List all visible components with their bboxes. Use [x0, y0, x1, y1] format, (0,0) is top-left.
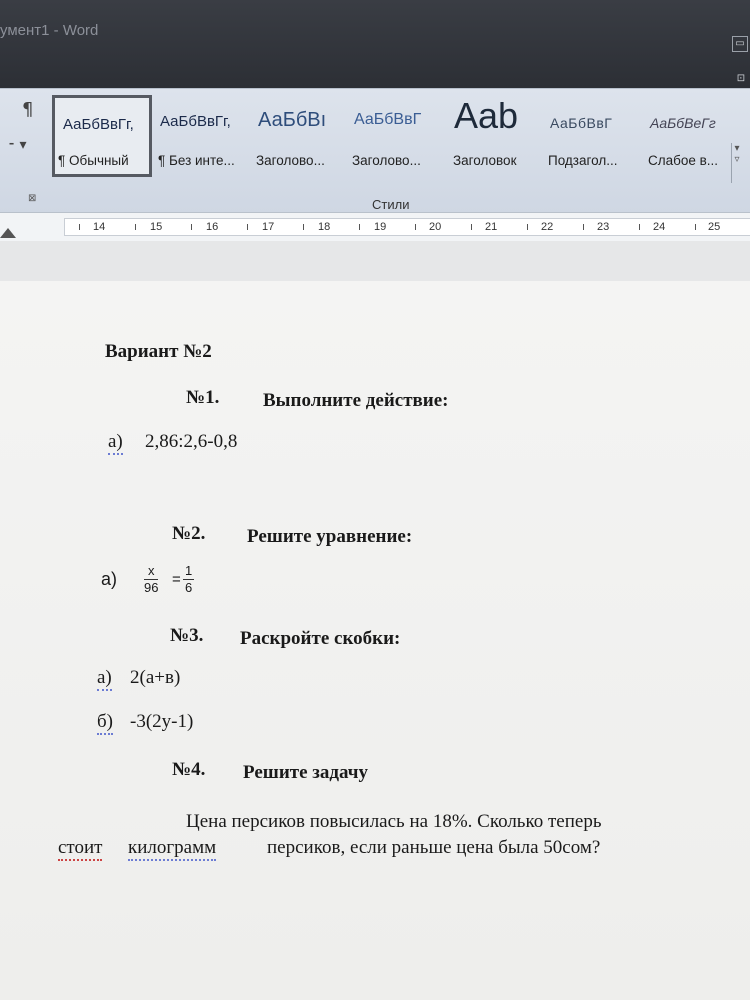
ruler-number: 23 — [597, 221, 610, 233]
style-subtitle[interactable] — [542, 95, 642, 177]
ruler-number: 15 — [150, 221, 163, 233]
ruler-number: 17 — [262, 221, 275, 233]
ruler-number: 14 — [93, 221, 106, 233]
fraction-1-over-6 — [183, 563, 194, 596]
task3-number: №3. — [170, 625, 204, 646]
document-margin-area — [0, 241, 750, 281]
ruler-tick — [415, 224, 416, 230]
style-name: Заголово... — [352, 153, 421, 168]
ruler-number: 24 — [653, 221, 666, 233]
ruler-tick — [303, 224, 304, 230]
window-title: умент1 - Word — [0, 22, 99, 39]
task3-item-b-expression: -3(2у-1) — [130, 711, 194, 732]
task1-title: Выполните действие: — [263, 390, 449, 411]
style-name: Заголово... — [256, 153, 325, 168]
ruler-tick — [135, 224, 136, 230]
ruler-number: 20 — [429, 221, 442, 233]
ribbon — [0, 88, 750, 213]
styles-group-label: Стили — [372, 197, 410, 212]
task4-number: №4. — [172, 759, 206, 780]
ruler-tick — [639, 224, 640, 230]
style-normal[interactable] — [52, 95, 152, 177]
style-sample: АаБбВвГг, — [160, 113, 231, 130]
fraction-numerator: 1 — [185, 563, 193, 578]
styles-gallery — [52, 95, 742, 181]
ruler-tick — [471, 224, 472, 230]
restore-icon[interactable]: ▭ — [732, 36, 748, 52]
ruler-tick — [79, 224, 80, 230]
fraction-denominator: 96 — [144, 580, 159, 595]
task1-item-label: а) — [108, 431, 123, 455]
style-name: ¶ Без инте... — [158, 153, 235, 168]
task4-word-kilogramm: килограмм — [128, 837, 216, 861]
variant-title: Вариант №2 — [105, 341, 212, 362]
ruler-number: 19 — [374, 221, 387, 233]
style-sample: АаБбВеГг — [650, 115, 716, 131]
ruler-tick — [247, 224, 248, 230]
ruler-tick — [695, 224, 696, 230]
task3-item-a-expression: 2(а+в) — [130, 667, 181, 688]
ruler-number: 25 — [708, 221, 721, 233]
task3-item-a-label: а) — [97, 667, 112, 691]
show-formatting-button[interactable]: ¶ — [22, 99, 34, 120]
ruler-tick — [583, 224, 584, 230]
style-name: Подзагол... — [548, 153, 618, 168]
equals-sign: = — [172, 571, 181, 588]
gallery-scroll-down-icon[interactable]: ▾ ▿ — [731, 143, 742, 183]
fraction-x-over-96 — [144, 563, 158, 596]
task3-item-b-label: б) — [97, 711, 113, 735]
ruler-tick — [191, 224, 192, 230]
paragraph-dropdown-icon[interactable]: ⁃ ▾ — [8, 137, 27, 153]
ruler-number: 16 — [206, 221, 219, 233]
ruler-number: 18 — [318, 221, 331, 233]
task3-title: Раскройте скобки: — [240, 628, 401, 649]
style-sample: АаБбВвГг, — [63, 116, 134, 133]
style-name: Заголовок — [453, 153, 517, 168]
task2-title: Решите уравнение: — [247, 526, 413, 547]
ruler-track — [64, 218, 750, 236]
title-bar — [0, 0, 750, 88]
ruler-number: 21 — [485, 221, 498, 233]
style-sample: АаБбВвГ — [550, 115, 613, 131]
fraction-denominator: 6 — [185, 580, 193, 595]
style-title[interactable] — [446, 95, 542, 177]
ruler-tick — [527, 224, 528, 230]
style-heading-1[interactable] — [250, 95, 348, 177]
indent-marker-icon[interactable] — [0, 228, 16, 238]
styles-dialog-launcher-icon[interactable]: ⊠ — [28, 193, 37, 204]
task1-expression: 2,86:2,6-0,8 — [145, 431, 238, 452]
task4-word-stoit: стоит — [58, 837, 102, 861]
task1-number: №1. — [186, 387, 220, 408]
style-sample: АаБбВı — [258, 109, 327, 131]
style-sample: Aab — [454, 95, 519, 136]
style-name: Слабое в... — [648, 153, 719, 168]
style-sample: АаБбВвГ — [354, 111, 422, 128]
task2-item-label: а) — [101, 569, 118, 589]
task4-line-1: Цена персиков повысилась на 18%. Сколько теперь — [186, 811, 602, 832]
style-subtle-emphasis[interactable] — [642, 95, 732, 177]
document-page[interactable] — [0, 281, 750, 1000]
fraction-numerator: x — [144, 563, 158, 580]
task2-number: №2. — [172, 523, 206, 544]
style-name: ¶ Обычный — [58, 153, 129, 168]
ruler-number: 22 — [541, 221, 554, 233]
ribbon-display-icon[interactable]: ⊡ — [736, 73, 746, 84]
horizontal-ruler[interactable] — [0, 212, 750, 242]
task4-line-2-rest: персиков, если раньше цена была 50сом? — [267, 837, 601, 858]
style-no-spacing[interactable] — [152, 95, 250, 177]
ruler-tick — [359, 224, 360, 230]
style-heading-2[interactable] — [348, 95, 446, 177]
task4-title: Решите задачу — [243, 762, 368, 783]
